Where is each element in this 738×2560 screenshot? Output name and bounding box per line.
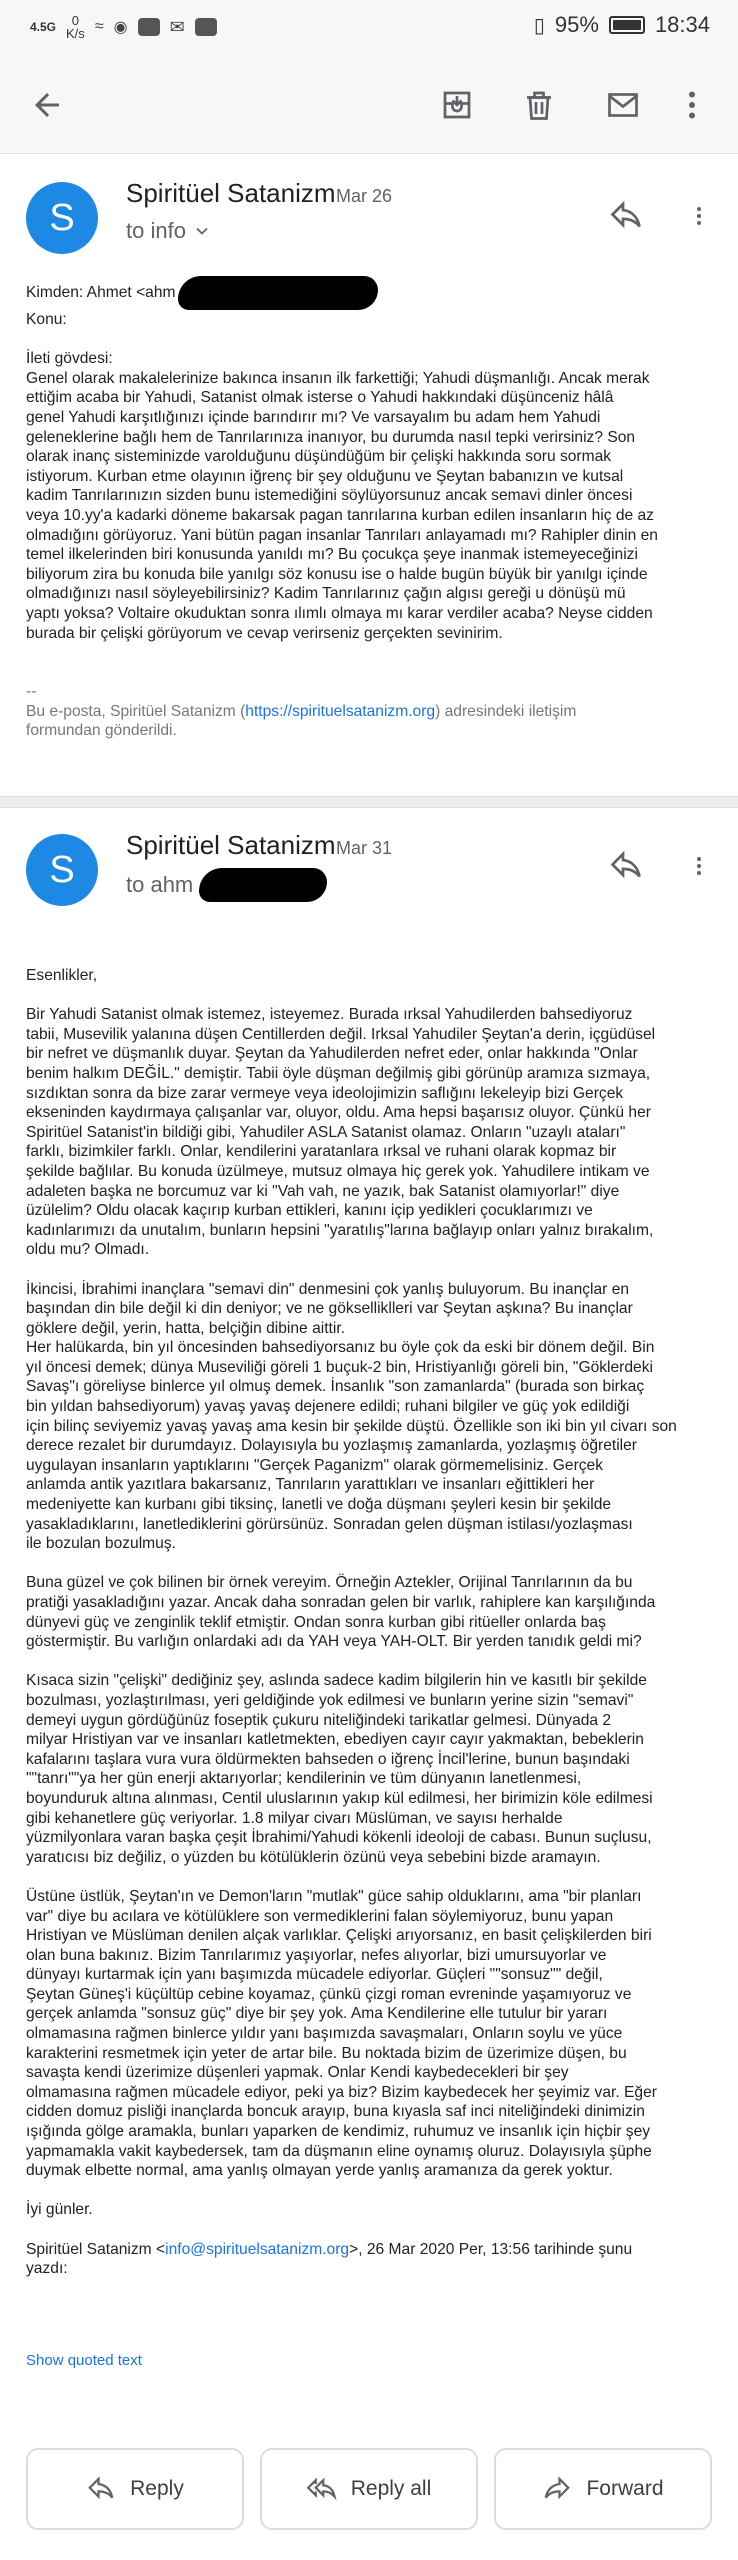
subject-line: Konu: (26, 311, 67, 328)
body-line: Kısaca sizin "çelişki" dediğiniz şey, aslında sadece kadim bilgilerin hin ve kasıtlı bir şekilde (26, 1672, 647, 1690)
archive-icon (439, 87, 475, 123)
avatar[interactable]: S (26, 834, 98, 906)
body-line: olarak inanç sisteminizde varolduğunu düşündüğüm bir çelişki hakkında soru sormak (26, 448, 612, 466)
arrow-left-icon (29, 87, 65, 123)
body-line: yaratıcısı biz değiliz, o yüzden bu kötülüklerin özünü veya sebebini bizde aramayın. (26, 1848, 601, 1866)
body-line: ettiğim acaba bir Yahudi, Satanist olmak isterse o Yahudi hakkındaki düşünceniz hâlâ (26, 389, 614, 407)
sig-pre: Spiritüel Satanizm < (26, 2240, 166, 2258)
reply-icon-button[interactable] (602, 192, 650, 240)
body-heading: İleti gövdesi: (26, 350, 113, 368)
body-line: şekilde bağlılar. Bu konuda üzülmeye, mutsuz olmaya hiç gerek yok. Yahudilere intikam ve (26, 1162, 650, 1180)
body-line: benim halkım DEĞİL." demiştir. Tabii öyle düşman değilmiş gibi görünüp aramıza sızmaya, (26, 1064, 651, 1082)
footer-line-2: formundan gönderildi. (26, 722, 177, 740)
body-line: yıl öncesi demek; dünya Museviliği göreli 1 buçuk-2 bin, Hristiyanlığı göreli bin, "Göklerdeki (26, 1358, 653, 1376)
paragraph-3 (26, 1573, 716, 1651)
more-vert-icon (674, 87, 710, 123)
body-line: Bir Yahudi Satanist olmak istemez, isteyemez. Burada ırksal Yahudilerden bahsediyoruz (26, 1006, 633, 1024)
body-line: temel ilkelerinden biri konusunda yanıldı mı? Bu çocukça şeye inanmak istemeyeceğinizi (26, 546, 638, 564)
body-line: ""tanrı""ya her gün enerji aktarıyorlar; kendilerinin ve tüm dünyanın lanetlenmesi, (26, 1770, 582, 1788)
more-vert-icon (687, 848, 711, 884)
footer-line (26, 702, 716, 722)
quote-header-2: yazdı: (26, 2260, 68, 2278)
signature-dashes: -- (26, 683, 37, 701)
back-button[interactable] (20, 78, 74, 132)
recipient-line[interactable] (126, 868, 327, 902)
body-line: kafalarını taşlara vura vura öldürmekten bahseden o iğrenç İncil'lerine, bunun başındaki (26, 1750, 630, 1768)
reply-icon (608, 848, 644, 884)
youtube-icon (138, 18, 160, 36)
body-line: olmadığını görüyoruz. Yani bütün pagan insanlar Tanrıları anlayamadı mı? Rahipler dinin en (26, 526, 658, 544)
reply-icon-button[interactable] (602, 842, 650, 890)
body-line: Savaş"ı göreliyse binlerce yıl olmuş demek. İnsanlık "son zamanlarda" (burada son birkaç (26, 1378, 645, 1396)
body-line: demeyi uygun gördüğünüz foseptik çukuru niteliğindeki tarikatlar gelmesi. Dünyada 2 (26, 1711, 612, 1729)
redaction (178, 276, 378, 310)
reply-button[interactable] (26, 2448, 244, 2530)
message-more-button[interactable] (684, 192, 714, 240)
body-line: ışığında gölge aramakla, bunları yaparken de kendimiz, ruhumuz ve insanlık için hiçbir şey (26, 2123, 651, 2141)
body-line: başından din bile değil ki din deniyor; ve ne gökselliklleri var Şeytan aşkına? Bu inançlar (26, 1300, 633, 1318)
body-line: gerçek anlamda "sonsuz güç" diye bir şey yok. Ama Kendilerine elle tutulur bir yararı (26, 2005, 608, 2023)
sig-email-link[interactable]: info@spirituelsatanizm.org (165, 2240, 350, 2258)
body-line: bozulması, yozlaştırılması, yeri geldiğinde yok edilmesi ve bunların yerine sizin "semavi" (26, 1691, 634, 1709)
quote-header (26, 2240, 716, 2260)
footer-link[interactable]: https://spirituelsatanizm.org (245, 702, 436, 720)
body-line: Her halükarda, bin yıl öncesinden bahsediyorsanız bu öyle çok da eski bir dönem değil. Bin (26, 1339, 655, 1357)
status-bar (0, 0, 738, 56)
sig-post: >, 26 Mar 2020 Per, 13:56 tarihinde şunu (349, 2240, 633, 2258)
body-line: Hristiyan ve Müslüman denilen alçak varlıklar. Çelişki arıyorsanız, en basit çelişkilerden biri (26, 1927, 652, 1945)
body-line: dünyayı kurtarmak için yanı başımızda mücadele ediyorlar. Güçleri ""sonsuz"" değil, (26, 1966, 603, 1984)
footer-pre: Bu e-posta, Spiritüel Satanizm ( (26, 702, 246, 720)
body-line: yüzmilyonlara varan başka çeşit İbrahimi/Yahudi kökenli ideoloji de cabası. Bunun suçlusu, (26, 1829, 652, 1847)
body-line: üzülelim? Oldu olacak kaçırıp kurban ettikleri, kanını içip yedikleri çocuklarımızı ve (26, 1202, 593, 1220)
footer-post: ) adresindeki iletişim (435, 702, 577, 720)
body-line: göklere değil, yerin, hatta, belçiğin dibine aittir. (26, 1319, 345, 1337)
body-line: ile bozulan bozulmuş. (26, 1535, 176, 1553)
body-line: olmadığınızı nasıl söyleyebilirsiniz? Kadim Tanrılarınız çağın algısı gereği u dönüşü mü (26, 585, 626, 603)
body-line: kadınlarımızı da unutalım, bunların hepsini "yaratılış"larına bağlayıp onları yalnız bırakalım, (26, 1221, 654, 1239)
body-line: geleneklerine bağlı hem de Tanrılarınıza inanıyor, bu durumda nasıl tepki verirsiniz? Son (26, 428, 636, 446)
body-line: tabii, Musevilik yalanına düşen Centillerden değil. Irksal Yahudiler Şeytan'a derin, içgüdüsel (26, 1025, 656, 1043)
body-line: dünyevi güç ve zenginlik teklif etmiştir. Ondan sonra kurban gibi ritüeller onlarda baş (26, 1613, 606, 1631)
body-line: genel Yahudi karşıtlığınızı içinde barındırır mı? Ve varsayalım bu adam hem Yahudi (26, 408, 601, 426)
body-line: bir nefret ve düşmanlık duyar. Şeytan da Yahudilerden nefret eder, onlar hakkında "Onlar (26, 1045, 638, 1063)
body-line: var" diye bu acılara ve kötülüklere son vermediklerini falan söylemiyoruz, bunu yapan (26, 1907, 614, 1925)
message-date: Mar 31 (336, 838, 393, 858)
body-line: Genel olarak makalelerinize bakınca insanın ilk farkettiği; Yahudi düşmanlığı. Ancak merak (26, 369, 650, 387)
body-line: biliyorum zira bu konuda bile yanılgı söz konusu ise o halde bugün büyük bir yanılgı içinde (26, 565, 648, 583)
reply-icon (86, 2474, 116, 2504)
forward-icon (542, 2474, 572, 2504)
more-vert-icon (687, 198, 711, 234)
body-line: yapmamakla vakit kaybedersek, tam da düşmanın eline oynamış oluruz. Dolayısıyla şüphe (26, 2142, 652, 2160)
body-line: için bilinç seviyemiz yavaş yavaş ama kesin bir şekilde düştü. Özellikle son iki bin yıl civarı son (26, 1417, 677, 1435)
body-line: derece rezalet bir durumdayız. Dolayısıyla bu yozlaşmış zamanlarda, yozlaşmış öğretiler (26, 1437, 638, 1455)
mail-notif-icon: ✉ (169, 16, 185, 37)
mail-button[interactable] (596, 78, 650, 132)
paragraph-2 (26, 1280, 716, 1554)
message-more-button[interactable] (684, 842, 714, 890)
body-line: burada bir çelişki görüyorum ve cevap verirseniz gerçekten sevinirim. (26, 624, 503, 642)
forward-label: Forward (586, 2477, 664, 2500)
reply-icon (608, 198, 644, 234)
network-indicator: 4.5G (30, 20, 57, 34)
closing: İyi günler. (26, 2201, 93, 2219)
body-line: pratiği yasakladığını yazar. Ancak daha sonradan gelen bir varlık, rahiplere kan karşılığında (26, 1594, 656, 1611)
body-line: olmamasına rağmen binlerce yıldır yanı başımızda savaşmaları, Onların soylu ve yüce (26, 2025, 623, 2043)
body-line: Şeytan Güneş'i küçültüp cebine koyamaz, çünkü çizgi roman evreninde yaşamıyoruz ve (26, 1985, 632, 2003)
forward-button[interactable] (494, 2448, 712, 2530)
body-line: cidden domuz pisliği inançlarda boncuk arayıp, buna kıyasla saf inci niteliğindeki dinimizin (26, 2103, 645, 2121)
trash-icon (521, 87, 557, 123)
body-line: karakterini resmetmek için yeter de artar bile. Bu noktada bizim de üzerimize düşen, bu (26, 2044, 627, 2062)
body-line: kadim Tanrılarınızın sizden bunu istemediğini söylüyorsunuz ancak semavi dinler öncesi (26, 487, 633, 505)
body-line: sızdıktan sonra da bize zarar vermeye veya ideolojimizin saflığını lekeleyip bizi Gerçek (26, 1084, 624, 1102)
speed-unit: K/s (66, 26, 85, 41)
battery-percent: 95% (554, 12, 599, 37)
incognito-icon: ◉ (113, 19, 128, 36)
archive-button[interactable] (430, 78, 484, 132)
body-line: ekseninden kaydırmaya çalışanlar var, oluyor, oldu. Ama hepsi başarısız oluyor. Çünkü her (26, 1104, 651, 1122)
body-line: adaleten başka ne borcumuz var ki "Vah vah, ne yazık, bak Satanist olamıyorlar!" diye (26, 1182, 620, 1200)
paragraph-1 (26, 1005, 716, 1260)
body-line: gibi kehanetlere güç veriyorlar. 1.8 milyar civarı Müslüman, ve sayısı herhalde (26, 1809, 563, 1827)
battery-icon (609, 16, 645, 34)
speed-indicator (66, 14, 85, 40)
body-line: uygulayan insanların yaptıklarını "Gerçek Paganizm" olarak görmemelisiniz. Gerçek (26, 1456, 604, 1474)
body-line: olmamasına rağmen mücadele ediyor, peki ya biz? Bizim kaybedecek her şeyimiz var. Eğer (26, 2083, 657, 2101)
status-right (534, 12, 710, 38)
avatar[interactable]: S (26, 182, 98, 254)
gallery-icon (195, 18, 217, 36)
clock: 18:34 (654, 12, 710, 37)
reply-label: Reply (130, 2477, 184, 2500)
message-divider (0, 796, 738, 808)
body-line: yasakladıklarını, lanetlediklerini görürsünüz. Sonradan gelen düşman istilası/yozlaşması (26, 1515, 633, 1533)
body-line: İkincisi, İbrahimi inançlara "semavi din" denmesini çok yanlış buluyorum. Bu inançlar en (26, 1280, 630, 1298)
body-line: medeniyette kan kurbanı gibi tiksinç, lanetli ve doğa düşmanı şeyleri kesin bir şekilde (26, 1496, 612, 1514)
body-line: savaşta kendi üzerimize düşenleri yapmak. Onlar Kendi kaybedecekleri bir şey (26, 2064, 569, 2082)
body-line: boyunduruk altına alınması, Centil uluslarının yakıp kül edilmesi, her birimizin köle edilmesi (26, 1789, 653, 1807)
body-line: duymak elbette normal, ama yanlış olmayan yerde yanlış aramanıza da gerek yoktur. (26, 2162, 613, 2180)
greeting: Esenlikler, (26, 967, 98, 984)
sender-name[interactable]: Spiritüel Satanizm (126, 178, 336, 208)
redaction (199, 868, 327, 902)
body-line: göstermiştir. Bu varlığın onlardaki adı da YAH veya YAH-OLT. Bir yerden tanıdık geldi mi? (26, 1633, 642, 1651)
reply-all-icon (307, 2474, 337, 2504)
body-line: Üstüne üstlük, Şeytan'ın ve Demon'ların "mutlak" güce sahip olduklarını, ama "bir planları (26, 1887, 642, 1905)
message-date: Mar 26 (336, 186, 393, 206)
wifi-icon: ≈ (94, 18, 104, 35)
more-button[interactable] (672, 78, 712, 132)
body-line: veya 10.yy'a kadarki döneme bakarsak pagan tanrılarına kurban edilen insanların hiç de az (26, 506, 654, 524)
reply-all-label: Reply all (350, 2477, 432, 2500)
sender-name[interactable]: Spiritüel Satanizm (126, 830, 336, 860)
body-line: Spiritüel Satanist'in bildiği gibi, Yahudiler ASLA Satanist olamaz. Onların "uzaylı ataları" (26, 1123, 626, 1141)
status-left (30, 14, 217, 40)
body-line: anlamda antik yazıtlara bakarsanız, Tanrıların yarattıkları ve insanları eğittikleri her (26, 1476, 595, 1494)
recipient-text: to ahm (126, 872, 194, 897)
chevron-down-icon (192, 221, 212, 241)
delete-button[interactable] (512, 78, 566, 132)
body-line: milyar Hristiyan var ve insanları katletmekten, ebediyen cayır cayır yakmaktan, bebeklerin (26, 1731, 644, 1749)
recipient-line[interactable] (126, 218, 212, 244)
toolbar (0, 56, 738, 154)
body-line: bin yıldan bahsediyorum) yavaş yavaş dejenere edildi; ruhani bilgiler ve güç yok edildiği (26, 1398, 630, 1416)
body-line: Buna güzel ve çok bilinen bir örnek vereyim. Örneğin Aztekler, Orijinal Tanrılarının da bu (26, 1574, 633, 1592)
body-line: olan buna bakınız. Bizim Tanrılarımız yaşıyorlar, nefes alıyorlar, bizi umursuyorlar ve (26, 1946, 607, 1964)
speed-value: 0 (71, 13, 80, 28)
body-line: farklı, bizimkiler farklı. Onlar, kendilerini yaratanlara ırksal ve ruhani olarak kopmaz bir (26, 1143, 617, 1161)
vibrate-icon: ▯ (533, 14, 545, 37)
paragraph-4 (26, 1671, 716, 1867)
recipient-text: to info (126, 218, 186, 243)
message-body (26, 966, 716, 2279)
paragraph-5 (26, 1887, 716, 2181)
action-bar (0, 2430, 738, 2542)
show-quoted-text-link[interactable]: Show quoted text (26, 2352, 142, 2369)
body-line: yaptı yoksa? Voltaire okuduktan sonra ılımlı olmaya mı karar verdiler acaba? Neyse cidden (26, 604, 653, 622)
mail-icon (605, 87, 641, 123)
body-line: oldu mu? Olmadı. (26, 1241, 150, 1259)
reply-all-button[interactable] (260, 2448, 478, 2530)
from-label: Kimden: Ahmet <ahm (26, 284, 176, 302)
message-body (26, 276, 716, 741)
from-line (26, 276, 716, 310)
body-line: istiyorum. Kurban etme olayının iğrenç bir şey olduğunu ve Şeytan babanızın ve kutsal (26, 467, 624, 485)
